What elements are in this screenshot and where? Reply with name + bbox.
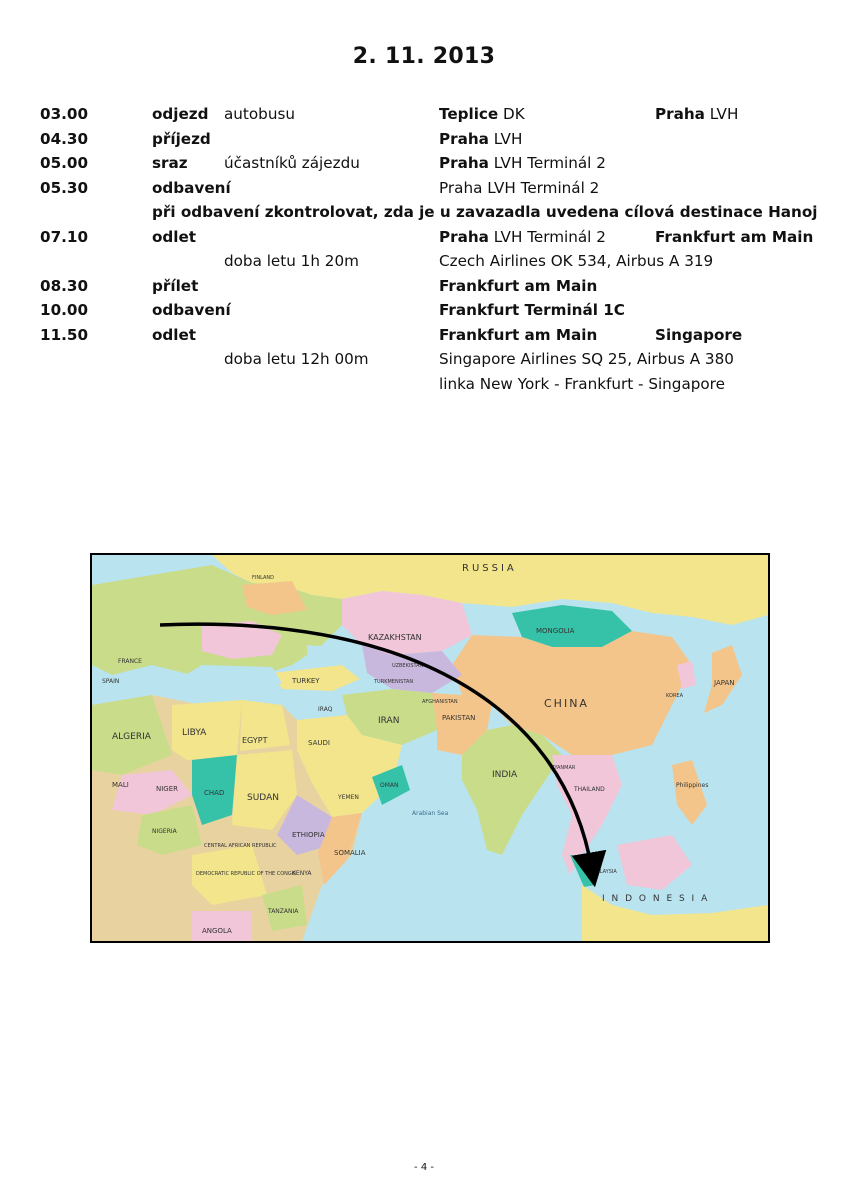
- schedule-time: 11.50: [40, 325, 89, 344]
- map-label-saudi: SAUDI: [308, 739, 330, 747]
- map-label-spain: SPAIN: [102, 678, 120, 685]
- schedule-action: odbavení: [152, 301, 231, 319]
- map-label-arabian-sea: Arabian Sea: [412, 810, 449, 817]
- route-map: [90, 553, 770, 943]
- schedule-destination-rest: LVH: [704, 105, 739, 123]
- schedule-row: [40, 102, 830, 127]
- schedule-row: [40, 127, 830, 152]
- map-label-angola: ANGOLA: [202, 927, 232, 935]
- schedule-time: 05.00: [40, 154, 89, 172]
- schedule-row: [40, 249, 830, 274]
- map-label-car: CENTRAL AFRICAN REPUBLIC: [204, 843, 277, 849]
- schedule-row: [40, 176, 830, 201]
- schedule-time: 07.10: [40, 227, 89, 246]
- map-label-niger: NIGER: [156, 785, 179, 793]
- schedule-action: přílet: [152, 276, 199, 295]
- schedule-time: 05.30: [40, 178, 89, 197]
- schedule-time: 04.30: [40, 129, 89, 148]
- map-label-sudan: SUDAN: [247, 793, 279, 803]
- schedule-destination: [655, 102, 738, 127]
- schedule-location: [439, 151, 606, 176]
- map-label-tanzania: TANZANIA: [268, 908, 299, 915]
- map-label-iraq: IRAQ: [318, 706, 333, 713]
- map-label-malaysia: MALAYSIA: [592, 869, 617, 875]
- map-label-libya: LIBYA: [182, 728, 207, 738]
- map-label-ethiopia: ETHIOPIA: [292, 831, 325, 839]
- map-label-uzbekistan: UZBEKISTAN: [392, 663, 424, 669]
- map-label-china: CHINA: [544, 697, 589, 710]
- schedule-location: [439, 176, 599, 201]
- schedule-action: příjezd: [152, 129, 211, 148]
- map-label-japan: JAPAN: [714, 679, 735, 687]
- schedule-time: 08.30: [40, 276, 89, 295]
- schedule-row: [40, 151, 830, 176]
- schedule-location-bold: Frankfurt Terminál 1C: [439, 301, 625, 319]
- schedule-time: 10.00: [40, 301, 89, 319]
- map-label-india: INDIA: [492, 770, 518, 780]
- map-label-indonesia: I N D O N E S I A: [602, 894, 710, 904]
- schedule-location-rest: linka New York - Frankfurt - Singapore: [439, 374, 725, 393]
- map-label-yemen: YEMEN: [338, 794, 359, 801]
- page-number: - 4 -: [414, 1162, 434, 1173]
- schedule-row: [40, 372, 830, 397]
- schedule-destination: [655, 323, 742, 348]
- schedule-location: [439, 102, 525, 127]
- schedule-location: [439, 347, 734, 372]
- itinerary-schedule: [40, 102, 830, 396]
- map-label-france: FRANCE: [118, 658, 142, 665]
- map-label-thailand: THAILAND: [574, 786, 605, 793]
- map-label-algeria: ALGERIA: [112, 732, 151, 742]
- schedule-action: odbavení: [152, 178, 231, 197]
- schedule-detail: účastníků zájezdu: [224, 154, 360, 172]
- schedule-location-bold: Teplice: [439, 105, 499, 123]
- schedule-note-text: při odbavení zkontrolovat, zda je u zavazadla uvedena cílová destinace Hanoj: [152, 203, 818, 221]
- map-label-congo: DEMOCRATIC REPUBLIC OF THE CONGO: [196, 871, 296, 877]
- map-label-kenya: KENYA: [292, 870, 312, 877]
- schedule-row: [40, 225, 830, 250]
- schedule-location-bold: Frankfurt am Main: [439, 325, 598, 344]
- map-label-pakistan: PAKISTAN: [442, 714, 476, 722]
- map-label-russia: RUSSIA: [462, 563, 517, 574]
- schedule-row: [40, 298, 830, 323]
- schedule-location: [439, 298, 625, 323]
- schedule-row: [40, 347, 830, 372]
- schedule-destination-bold: Frankfurt am Main: [655, 227, 814, 246]
- schedule-note: [40, 200, 830, 225]
- map-label-korea: KOREA: [666, 693, 683, 699]
- schedule-location-bold: Praha: [439, 129, 489, 148]
- schedule-action: sraz: [152, 154, 188, 172]
- schedule-location-bold: Praha: [439, 154, 489, 172]
- map-label-somalia: SOMALIA: [334, 849, 366, 857]
- schedule-location: [439, 274, 597, 299]
- schedule-destination: [655, 225, 813, 250]
- schedule-action: odjezd: [152, 105, 209, 123]
- schedule-action: odlet: [152, 325, 197, 344]
- black-sea: [307, 645, 332, 663]
- schedule-detail: doba letu 12h 00m: [224, 350, 369, 368]
- schedule-destination-bold: Singapore: [655, 325, 743, 344]
- schedule-time: 03.00: [40, 105, 89, 123]
- map-label-iran: IRAN: [378, 716, 400, 726]
- map-label-myanmar: MYANMAR: [550, 765, 576, 771]
- map-label-nigeria: NIGERIA: [152, 828, 177, 835]
- map-label-egypt: EGYPT: [242, 736, 268, 745]
- angola-region: [192, 911, 252, 941]
- schedule-location-bold: Frankfurt am Main: [439, 276, 598, 295]
- map-label-turkey: TURKEY: [292, 677, 320, 685]
- schedule-location: [439, 372, 725, 397]
- route-map-svg: [92, 555, 768, 941]
- map-label-mongolia: MONGOLIA: [536, 627, 575, 635]
- schedule-detail: doba letu 1h 20m: [224, 252, 359, 270]
- page-title: 2. 11. 2013: [352, 44, 496, 69]
- map-label-mali: MALI: [112, 781, 129, 789]
- schedule-location: [439, 249, 713, 274]
- schedule-location-rest: Singapore Airlines SQ 25, Airbus A 380: [439, 350, 734, 368]
- schedule-location-rest: LVH: [488, 129, 523, 148]
- schedule-location-rest: LVH Terminál 2: [488, 227, 606, 246]
- map-label-chad: CHAD: [204, 789, 225, 797]
- schedule-location-rest: LVH Terminál 2: [488, 154, 606, 172]
- schedule-row: [40, 274, 830, 299]
- map-label-finland: FINLAND: [252, 575, 275, 581]
- schedule-location-rest: Praha LVH Terminál 2: [439, 178, 600, 197]
- map-label-oman: OMAN: [380, 782, 399, 789]
- schedule-location: [439, 323, 597, 348]
- map-label-turkmenistan: TURKMENISTAN: [374, 679, 414, 685]
- schedule-detail: autobusu: [224, 105, 295, 123]
- map-label-afghanistan: AFGHANISTAN: [422, 699, 458, 705]
- map-label-philippines: Philippines: [676, 782, 709, 789]
- map-label-kazakhstan: KAZAKHSTAN: [368, 633, 422, 642]
- schedule-location-bold: Praha: [439, 227, 489, 246]
- schedule-action: odlet: [152, 227, 197, 246]
- schedule-destination-bold: Praha: [655, 105, 705, 123]
- schedule-location: [439, 127, 522, 152]
- schedule-location-rest: Czech Airlines OK 534, Airbus A 319: [439, 252, 714, 270]
- schedule-location-rest: DK: [498, 105, 525, 123]
- schedule-location: [439, 225, 606, 250]
- schedule-row: [40, 323, 830, 348]
